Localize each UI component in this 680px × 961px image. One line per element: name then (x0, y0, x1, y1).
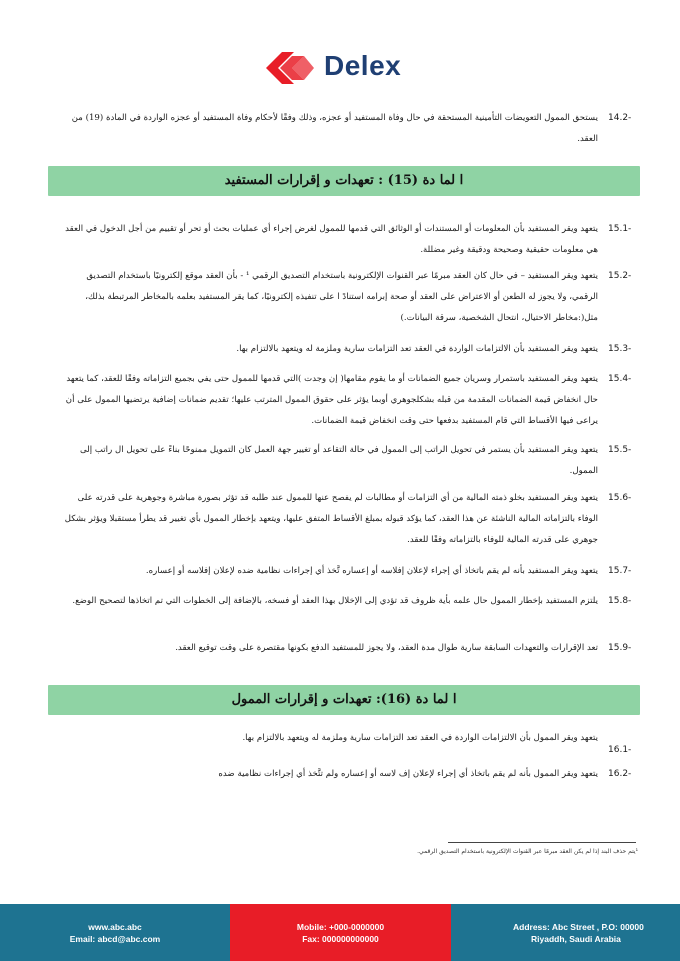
company-logo (262, 46, 422, 90)
clause-14-2 (0, 108, 680, 152)
clause-text: يتعهد ويقر الممول بأن الالتزامات الواردة في العقد تعد التزامات سارية وملزمة له ويتعهد بالالتزام بها. (242, 733, 598, 743)
clause-number: 14.2- (608, 113, 632, 123)
clause-text: يتعهد ويقر المستفيد باستمرار وسريان جميع الضمانات أو ما يقوم مقامها( إن وجدت )التي قدمها للممول حتى يفي بجميع التزاماته وفقًا للعقد، كما يتعهد حال انخفاض قيمة الضمانات المقدمة من قبله بشكلجوهري أوبما يؤثر على حقوق الممول المترتب عليها؛ تقديم ضمانات إضافية يرتضيها الممول على أن يراعى فيها الأقساط التي قام المستفيد بدفعها حتى وقت انخفاض قيمة الضمانات. (65, 374, 598, 426)
clause-number: 15.9- (608, 643, 632, 653)
clause-text: يتعهد ويقر الممول بأنه لم يقم باتخاذ أي إجراء لإعلان إف لاسه أو إعساره ولم تتَّخذ أي إجراءات نظامية ضده (218, 769, 598, 779)
article-16-heading: ا لما دة (16): تعهدات و إقرارات الممول (48, 685, 640, 715)
footer-email: Email: abcd@abc.com (69, 933, 161, 944)
clause-number: 15.4- (608, 374, 632, 384)
footnote: ¹يتم حذف البند إذا لم يكن العقد مبرمًا عبر القنوات الإلكترونية باستخدام التصديق الرقمي. (417, 848, 638, 855)
clause-number: 16.2- (608, 769, 632, 779)
clause-text: يتعهد ويقر المستفيد بأن يستمر في تحويل الراتب إلى الممول في حالة التقاعد أو تغيير جهة العمل كان التمويل ممنوحًا بناءً على تحويل ال راتب إلى الممول. (79, 445, 598, 476)
article-15-heading: ا لما دة (15) : تعهدات و إقرارات المستفيد (48, 166, 640, 196)
clause-number: 15.5- (608, 445, 632, 455)
clause-text: يتعهد ويقر المستفيد بأن الالتزامات الواردة في العقد تعد التزامات سارية وملزمة له ويتعهد بالالتزام بها. (236, 344, 598, 354)
delex-mark-icon (262, 46, 314, 90)
footer-fax: Fax: 000000000000 (302, 933, 379, 944)
footer-website: www.abc.abc (88, 921, 142, 932)
footer-mobile: Mobile: +000-0000000 (296, 921, 385, 932)
clause-text: يتعهد ويقر المستفيد بأن المعلومات أو المستندات أو الوثائق التي قدمها للممول لغرض إجراء أي عمليات بحث أو تحر أو تقييم من أجل الدخول في العقد هي معلومات حقيقية وصحيحة ودقيقة وغير مضللة. (65, 224, 598, 255)
clause-number: 15.6- (608, 493, 632, 503)
footer-phone (230, 904, 451, 961)
footnote-rule (448, 842, 636, 843)
brand-name: Delex (324, 50, 402, 81)
clause-text: يستحق الممول التعويضات التأمينية المستحقة في حال وفاة المستفيد أو عجزه، وذلك وفقًا لأحكام وفاة المستفيد أو عجزه الواردة في المادة (19) من العقد. (71, 113, 598, 144)
clause-number: 15.8- (608, 596, 632, 606)
clause-text: يلتزم المستفيد بإخطار الممول حال علمه بأية ظروف قد تؤدي إلى الإخلال بهذا العقد أو فسخه، بالإضافة إلى الخطوات التي تم اتخاذها لتصحيح الوضع. (72, 596, 598, 606)
clause-number: 15.2- (608, 271, 632, 281)
clause-text: يتعهد ويقر المستفيد بخلو ذمته المالية من أي التزامات أو مطالبات لم يفصح عنها للممول عند طلبه قد تؤثر بصورة مباشرة وجوهرية على قدرته على الوفاء بالتزاماته المالية الناشئة عن هذا العقد، كما يؤكد قبوله بمبلغ الأقساط المتفق عليها، ويتعهد بإخطار الممول بأي تغيير قد يطرأ مستقبلا ويؤثر بشكل جوهري على قدرته المالية للوفاء بالتزاماته وفقًا للعقد. (64, 493, 598, 545)
clause-text: تعد الإقرارات والتعهدات السابقة سارية طوال مدة العقد، ولا يجوز للمستفيد الدفع بكونها مقتصرة على وقت توقيع العقد. (175, 643, 598, 653)
footer-address (451, 904, 680, 961)
clause-number: 15.7- (608, 566, 632, 576)
clause-text: يتعهد ويقر المستفيد – في حال كان العقد مبرمًا عبر القنوات الإلكترونية باستخدام التصديق الرقمي ¹ - بأن العقد موقع إلكترونيًا باستخدام التصديق الرقمي، ولا يجوز له الطعن أو الاعتراض على العقد أو صحة إبرامه استنادً ا على تنفيذه إلكترونيًا، كما يقر المستفيد بعلمه بالمخاطر المرتبطة بذلك، مثل(:مخاطر الاحتيال، انتحال الشخصية، سرقة البيانات.) (85, 271, 598, 323)
footer-address-line1: Address: Abc Street , P.O: 00000 (513, 921, 644, 932)
clause-text: يتعهد ويقر المستفيد بأنه لم يقم باتخاذ أي إجراء لإعلان إفلاسه أو إعساره تَّخذ أي إجراءات نظامية ضده لإعلان إفلاسه أو إعساره. (145, 566, 598, 576)
clause-number: 15.1- (608, 224, 632, 234)
footer-contact (0, 904, 230, 961)
page-footer (0, 904, 680, 961)
clause-number: 16.1- (608, 745, 632, 755)
clause-number: 15.3- (608, 344, 632, 354)
footer-address-line2: Riyaddh, Saudi Arabia (531, 933, 621, 944)
